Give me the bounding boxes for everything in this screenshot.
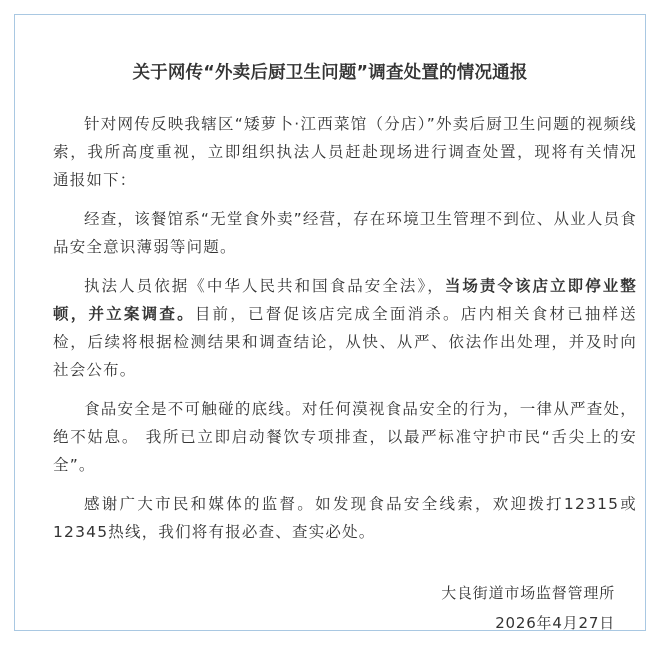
paragraph-thanks: 感谢广大市民和媒体的监督。如发现食品安全线索，欢迎拨打12315或12345热线，我们将有报必查、查实必处。 [53,495,637,541]
paragraph-findings: 经查，该餐馆系“无堂食外卖”经营，存在环境卫生管理不到位、从业人员食品安全意识薄弱等问题。 [53,210,637,256]
notice-frame [14,14,646,631]
enforcement-text-after: 目前，已督促该店完成全面消杀。店内相关食材已抽样送检，后续将根据检测结果和调查结论，从快、从严、依法作出处理，并及时向社会公布。 [53,305,637,379]
signature-date: 2026年4月27日 [495,614,615,632]
enforcement-text-before: 执法人员依据《中华人民共和国食品安全法》， [84,277,445,295]
notice-body [53,110,637,557]
paragraph-intro: 针对网传反映我辖区“矮萝卜·江西菜馆（分店）”外卖后厨卫生问题的视频线索，我所高度重视，立即组织执法人员赶赴现场进行调查处置，现将有关情况通报如下： [53,115,637,189]
signature-block [441,578,615,638]
enforcement-bold-text: 当场责令该店立即停业整顿，并立案调查。 [53,277,638,323]
paragraph-food-safety: 食品安全是不可触碰的底线。对任何漠视食品安全的行为，一律从严查处，绝不姑息。 我所已立即启动餐饮专项排查，以最严标准守护市民“舌尖上的安全”。 [53,400,637,474]
signature-organization: 大良街道市场监督管理所 [441,584,615,602]
paragraph-enforcement [53,272,637,384]
notice-title: 关于网传“外卖后厨卫生问题”调查处置的情况通报 [132,63,528,83]
